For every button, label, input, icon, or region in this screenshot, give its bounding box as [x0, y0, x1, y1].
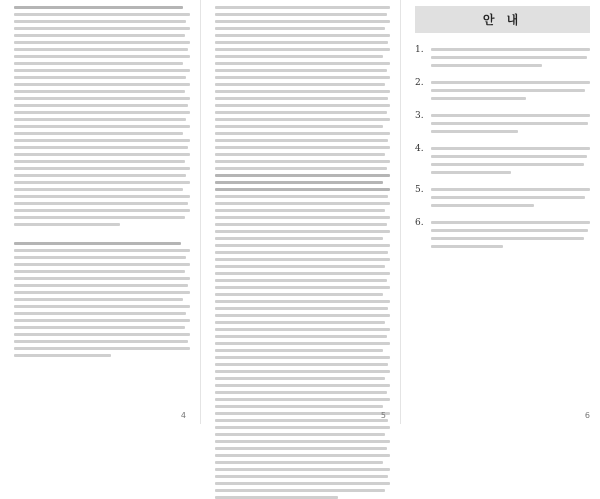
notice-item: [415, 218, 590, 248]
notice-item: [415, 78, 590, 100]
page-number: 5: [380, 411, 386, 420]
page-5: [200, 0, 400, 424]
notice-item-text: [431, 45, 590, 67]
page-number: 4: [180, 411, 186, 420]
notice-item-text: [431, 144, 590, 174]
notice-item: [415, 144, 590, 174]
notice-item: [415, 45, 590, 67]
notice-list: [415, 45, 590, 248]
notice-item-number: 3.: [415, 111, 424, 121]
notice-item-number: 2.: [415, 78, 424, 88]
notice-item: [415, 111, 590, 133]
notice-item: [415, 185, 590, 207]
page-4: [0, 0, 200, 424]
body-text-block: [215, 6, 390, 499]
notice-title: 안 내: [415, 6, 590, 33]
notice-item-text: [431, 78, 590, 100]
page-6: [400, 0, 600, 424]
body-text-block: [14, 6, 190, 357]
notice-item-number: 1.: [415, 45, 424, 55]
page-number: 6: [584, 411, 590, 420]
notice-item-number: 6.: [415, 218, 424, 228]
notice-item-text: [431, 185, 590, 207]
notice-item-text: [431, 218, 590, 248]
notice-item-number: 5.: [415, 185, 424, 195]
notice-item-number: 4.: [415, 144, 424, 154]
notice-item-text: [431, 111, 590, 133]
